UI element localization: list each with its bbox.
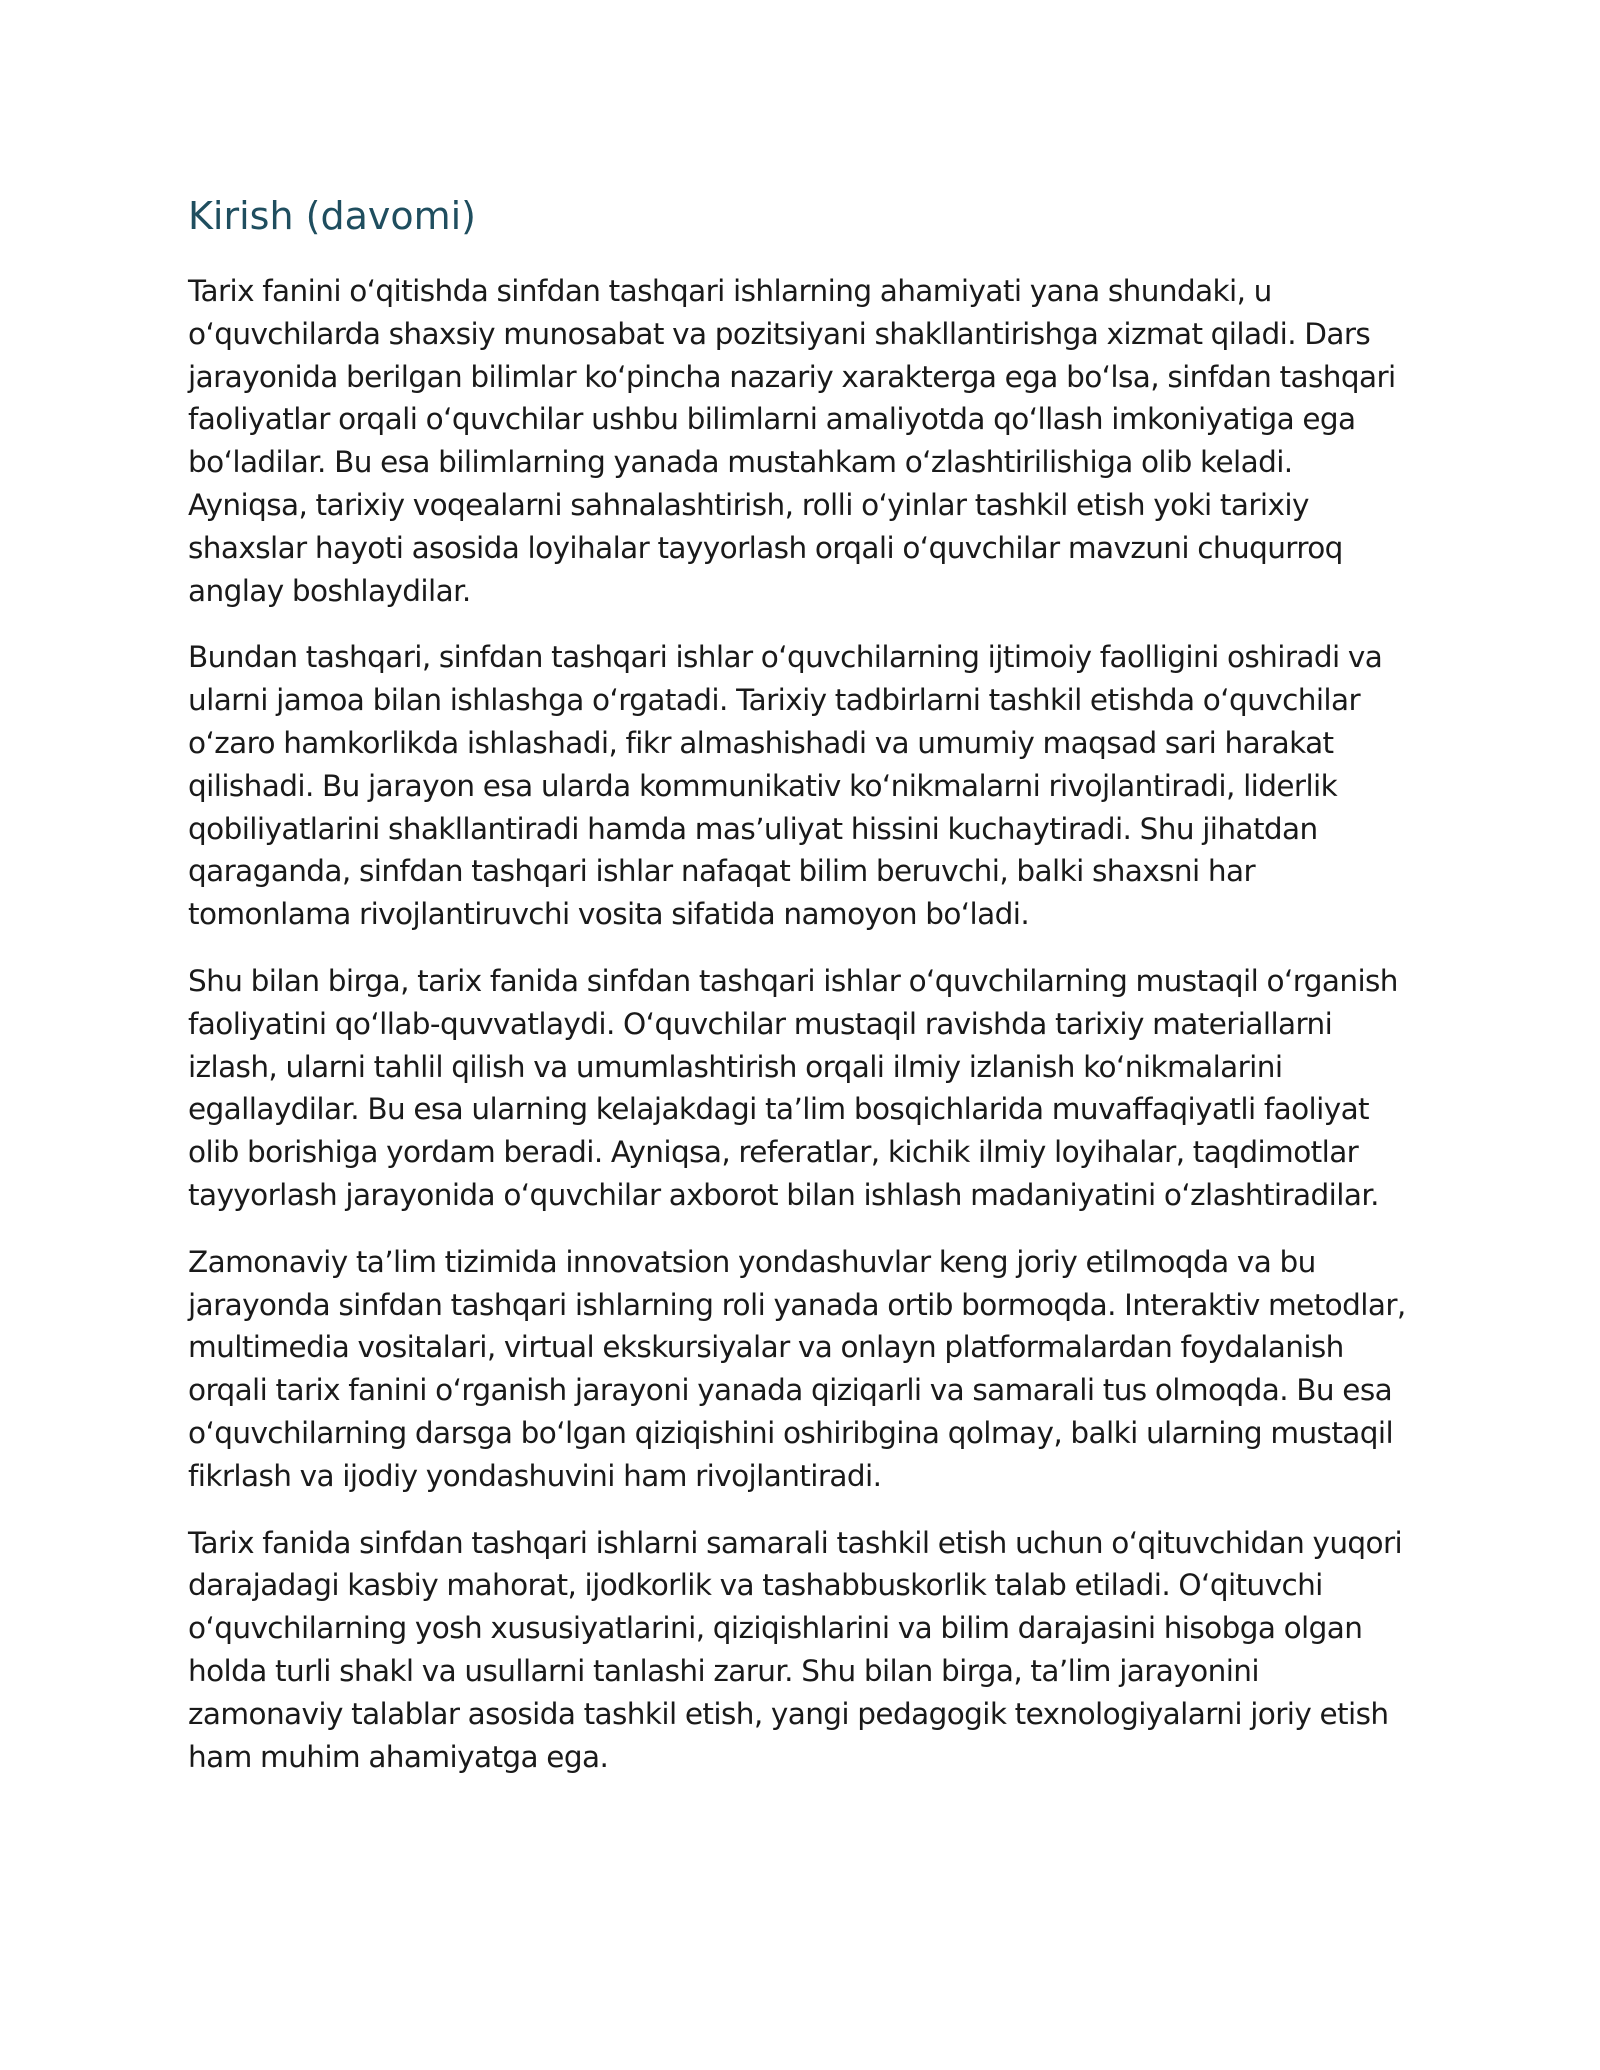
document-body [188,188,1418,1802]
paragraph: Zamonaviy taʼlim tizimida innovatsion yondashuvlar keng joriy etilmoqda va bu jarayonda sinfdan tashqari ishlarning roli yanada ortib bormoqda. Interaktiv metodlar, multimedia vositalari, virtual ekskursiyalar va onlayn platformalardan foydalanish orqali tarix fanini oʻrganish jarayoni yanada qiziqarli va samarali tus olmoqda. Bu esa oʻquvchilarning darsga boʻlgan qiziqishini oshiribgina qolmay, balki ularning mustaqil fikrlash va ijodiy yondashuvini ham rivojlantiradi. [188,1244,1406,1493]
paragraph: Tarix fanida sinfdan tashqari ishlarni samarali tashkil etish uchun oʻqituvchidan yuqori darajadagi kasbiy mahorat, ijodkorlik va tashabbuskorlik talab etiladi. Oʻqituvchi oʻquvchilarning yosh xususiyatlarini, qiziqishlarini va bilim darajasini hisobga olgan holda turli shakl va usullarni tanlashi zarur. Shu bilan birga, taʼlim jarayonini zamonaviy talablar asosida tashkil etish, yangi pedagogik texnologiyalarni joriy etish ham muhim ahamiyatga ega. [188,1525,1403,1774]
paragraph: Bundan tashqari, sinfdan tashqari ishlar oʻquvchilarning ijtimoiy faolligini oshiradi va ularni jamoa bilan ishlashga oʻrgatadi. Tarixiy tadbirlarni tashkil etishda oʻquvchilar oʻzaro hamkorlikda ishlashadi, fikr almashishadi va umumiy maqsad sari harakat qilishadi. Bu jarayon esa ularda kommunikativ koʻnikmalarni rivojlantiradi, liderlik qobiliyatlarini shakllantiradi hamda masʼuliyat hissini kuchaytiradi. Shu jihatdan qaraganda, sinfdan tashqari ishlar nafaqat bilim beruvchi, balki shaxsni har tomonlama rivojlantiruvchi vosita sifatida namoyon boʻladi. [188,640,1383,932]
section-heading: Kirish (davomi) [188,194,476,238]
paragraph: Tarix fanini oʻqitishda sinfdan tashqari ishlarning ahamiyati yana shundaki, u oʻquvchilarda shaxsiy munosabat va pozitsiyani shakllantirishga xizmat qiladi. Dars jarayonida berilgan bilimlar koʻpincha nazariy xarakterga ega boʻlsa, sinfdan tashqari faoliyatlar orqali oʻquvchilar ushbu bilimlarni amaliyotda qoʻllash imkoniyatiga ega boʻladilar. Bu esa bilimlarning yanada mustahkam oʻzlashtirilishiga olib keladi. Ayniqsa, tarixiy voqealarni sahnalashtirish, rolli oʻyinlar tashkil etish yoki tarixiy shaxslar hayoti asosida loyihalar tayyorlash orqali oʻquvchilar mavzuni chuqurroq anglay boshlaydilar. [188,274,1396,608]
paragraph: Shu bilan birga, tarix fanida sinfdan tashqari ishlar oʻquvchilarning mustaqil oʻrganish faoliyatini qoʻllab-quvvatlaydi. Oʻquvchilar mustaqil ravishda tarixiy materiallarni izlash, ularni tahlil qilish va umumlashtirish orqali ilmiy izlanish koʻnikmalarini egallaydilar. Bu esa ularning kelajakdagi taʼlim bosqichlarida muvaffaqiyatli faoliyat olib borishiga yordam beradi. Ayniqsa, referatlar, kichik ilmiy loyihalar, taqdimotlar tayyorlash jarayonida oʻquvchilar axborot bilan ishlash madaniyatini oʻzlashtiradilar. [188,963,1398,1212]
